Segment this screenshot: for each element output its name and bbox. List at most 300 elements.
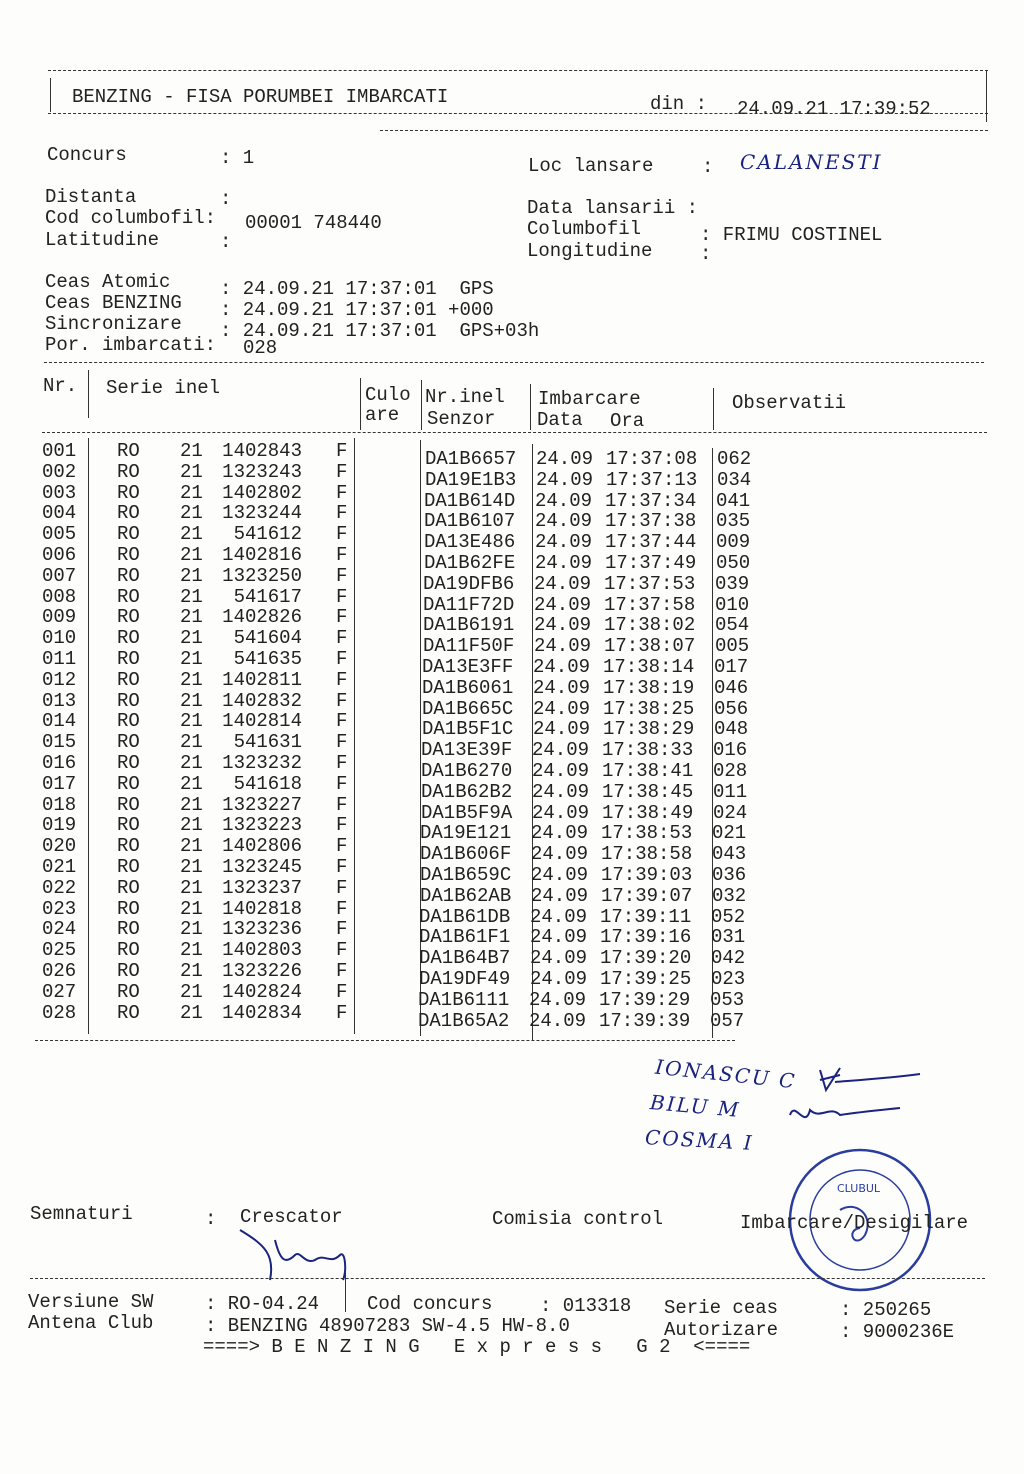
row-nr: 019: [42, 814, 77, 837]
row-ring-number: 541635: [233, 648, 302, 670]
row-sex: F: [336, 668, 348, 691]
row-sensor: DA11F72D: [423, 593, 515, 616]
row-ring-number: 1402834: [222, 1001, 302, 1024]
autorizare-value: : 9000236E: [840, 1321, 955, 1343]
crescator-label: Crescator: [240, 1206, 343, 1228]
divider: [345, 1262, 346, 1312]
row-date: 24.09: [534, 635, 592, 658]
ceas-atomic-value: : 24.09.21 17:37:01 GPS: [220, 278, 494, 300]
row-ring-number: 1323232: [222, 752, 302, 774]
table-row: [0, 460, 1024, 491]
row-sex: F: [336, 523, 348, 546]
table-row: [0, 939, 1024, 970]
latitudine-value: :: [220, 231, 232, 253]
table-row: [0, 668, 1024, 699]
col-ora-header: Ora: [610, 410, 645, 432]
row-ring-number: 541618: [233, 772, 302, 795]
row-ring-number: 1323243: [222, 460, 302, 483]
handwritten-name-3: COSMA I: [644, 1125, 755, 1155]
col-culoare-header: Culo: [365, 384, 411, 406]
row-date: 24.09: [534, 593, 592, 616]
row-observatii: 036: [712, 864, 747, 886]
row-sex: F: [336, 835, 348, 858]
row-sex: F: [336, 897, 348, 920]
row-year: 21: [180, 523, 203, 546]
row-time: 17:39:03: [601, 864, 693, 886]
row-nr: 002: [42, 460, 77, 483]
row-ring-number: 1323250: [222, 564, 302, 587]
row-sex: F: [336, 585, 348, 608]
divider: [380, 130, 988, 131]
col-data-header: Data: [537, 409, 583, 431]
row-country: RO: [117, 585, 140, 608]
row-sensor: DA1B606F: [420, 843, 512, 866]
row-sensor: DA13E486: [424, 531, 516, 554]
row-ring-number: 1323245: [222, 856, 302, 878]
row-nr: 012: [42, 668, 77, 691]
row-nr: 021: [42, 856, 77, 878]
row-sensor: DA13E39F: [421, 739, 513, 762]
row-country: RO: [117, 918, 140, 941]
row-country: RO: [117, 523, 140, 546]
row-ring-number: 1402826: [222, 606, 302, 629]
table-row: [0, 814, 1024, 845]
row-observatii: 032: [712, 884, 747, 907]
ceas-atomic-label: Ceas Atomic: [45, 271, 171, 293]
row-observatii: 017: [714, 656, 749, 678]
row-sensor: DA1B64B7: [419, 947, 511, 970]
row-date: 24.09: [533, 676, 591, 699]
row-nr: 023: [42, 897, 77, 920]
row-country: RO: [117, 440, 140, 462]
row-nr: 022: [42, 876, 77, 899]
row-sex: F: [336, 564, 348, 587]
divider: [48, 70, 988, 71]
row-year: 21: [180, 835, 203, 858]
row-ring-number: 1323227: [222, 793, 302, 816]
row-country: RO: [117, 772, 140, 795]
row-time: 17:37:53: [604, 572, 696, 595]
row-date: 24.09: [533, 697, 591, 720]
row-date: 24.09: [533, 718, 591, 741]
serie-ceas-value: : 250265: [840, 1299, 932, 1321]
antena-club-label: Antena Club: [28, 1312, 154, 1334]
row-year: 21: [180, 564, 203, 587]
row-sensor: DA1B6191: [423, 614, 515, 637]
row-time: 17:39:39: [599, 1009, 691, 1032]
divider: [986, 70, 987, 122]
row-observatii: 062: [717, 448, 752, 470]
loc-lansare-value: CALANESTI: [740, 150, 883, 174]
row-sex: F: [336, 960, 348, 982]
col-imbarcare-header: Imbarcare: [538, 388, 641, 410]
row-observatii: 042: [711, 947, 746, 970]
row-time: 17:38:19: [603, 676, 695, 699]
data-lansarii-label: Data lansarii :: [527, 197, 699, 219]
row-year: 21: [180, 460, 203, 483]
row-nr: 020: [42, 835, 77, 858]
divider: [30, 1278, 985, 1279]
row-observatii: 005: [715, 635, 750, 658]
handwritten-name-2: BILU M: [649, 1090, 742, 1122]
row-sensor: DA1B65A2: [418, 1009, 510, 1032]
row-sex: F: [336, 752, 348, 774]
row-date: 24.09: [529, 1009, 587, 1032]
row-date: 24.09: [532, 760, 590, 782]
row-year: 21: [180, 897, 203, 920]
row-sex: F: [336, 876, 348, 899]
table-row: [0, 876, 1024, 907]
row-nr: 018: [42, 793, 77, 816]
row-year: 21: [180, 856, 203, 878]
latitudine-label: Latitudine: [45, 229, 160, 251]
sincronizare-value: : 24.09.21 17:37:01 GPS+03h: [220, 320, 540, 342]
versiune-sw-label: Versiune SW: [28, 1291, 154, 1313]
row-country: RO: [117, 814, 140, 837]
row-observatii: 039: [715, 572, 750, 595]
row-observatii: 024: [713, 801, 748, 824]
columbofil-label: Columbofil: [527, 218, 642, 240]
row-ring-number: 1323226: [222, 960, 302, 982]
table-row: [0, 960, 1024, 990]
divider: [35, 1040, 735, 1041]
row-time: 17:38:02: [604, 614, 696, 637]
row-time: 17:39:25: [600, 968, 692, 990]
row-nr: 010: [42, 627, 77, 650]
row-sex: F: [336, 772, 348, 795]
row-year: 21: [180, 814, 203, 837]
row-sensor: DA19E1B3: [425, 468, 517, 491]
row-date: 24.09: [534, 614, 592, 637]
divider: [713, 388, 714, 430]
row-time: 17:38:33: [602, 739, 694, 762]
divider: [42, 432, 987, 433]
row-date: 24.09: [535, 489, 593, 512]
cod-concurs-value: : 013318: [540, 1295, 632, 1317]
row-sensor: DA1B665C: [422, 697, 514, 720]
separator: :: [702, 156, 714, 178]
row-date: 24.09: [530, 926, 588, 949]
row-observatii: 057: [710, 1009, 745, 1032]
row-time: 17:38:25: [603, 697, 695, 720]
ceas-benzing-label: Ceas BENZING: [45, 292, 182, 314]
row-sensor: DA1B614D: [424, 489, 516, 512]
row-date: 24.09: [536, 468, 594, 491]
divider: [360, 378, 361, 430]
row-sex: F: [336, 980, 348, 1003]
col-observatii-header: Observatii: [732, 392, 847, 414]
row-sensor: DA1B61F1: [419, 926, 511, 949]
row-sex: F: [336, 502, 348, 525]
row-nr: 014: [42, 710, 77, 733]
table-row: [0, 980, 1024, 1011]
benzing-banner: ====> B E N Z I N G E x p r e s s G 2 <====: [203, 1336, 751, 1358]
date-label: din :: [650, 93, 708, 115]
row-date: 24.09: [533, 656, 591, 678]
row-observatii: 052: [711, 905, 746, 928]
table-row: [0, 689, 1024, 720]
table-row: [0, 481, 1024, 512]
row-observatii: 031: [711, 926, 746, 949]
col-culoare-header-2: are: [365, 404, 400, 426]
row-sensor: DA11F50F: [423, 635, 515, 658]
row-sex: F: [336, 814, 348, 837]
row-time: 17:39:07: [601, 884, 693, 907]
row-nr: 016: [42, 752, 77, 774]
row-observatii: 041: [716, 489, 751, 512]
loc-lansare-label: Loc lansare: [528, 155, 654, 177]
row-ring-number: 1402806: [222, 835, 302, 858]
row-sensor: DA19DFB6: [423, 572, 515, 595]
row-sensor: DA1B5F1C: [422, 718, 514, 741]
row-time: 17:37:44: [605, 531, 697, 554]
row-year: 21: [180, 918, 203, 941]
row-sex: F: [336, 856, 348, 878]
row-ring-number: 1402843: [222, 440, 302, 462]
versiune-sw-value: : RO-04.24: [205, 1293, 320, 1315]
row-sensor: DA1B62FE: [424, 552, 516, 574]
table-row: [0, 918, 1024, 949]
col-nr-header: Nr.: [43, 375, 78, 397]
row-year: 21: [180, 710, 203, 733]
row-observatii: 046: [714, 676, 749, 699]
table-row: [0, 897, 1024, 928]
row-nr: 013: [42, 689, 77, 712]
row-ring-number: 1402824: [222, 980, 302, 1003]
row-country: RO: [117, 627, 140, 650]
row-time: 17:37:08: [606, 448, 698, 470]
row-date: 24.09: [535, 510, 593, 533]
document-title: BENZING - FISA PORUMBEI IMBARCATI: [72, 86, 449, 108]
row-observatii: 048: [714, 718, 749, 741]
row-time: 17:38:29: [603, 718, 695, 741]
row-sensor: DA1B6107: [424, 510, 516, 533]
row-observatii: 034: [717, 468, 752, 491]
table-row: [0, 627, 1024, 658]
row-ring-number: 1402818: [222, 897, 302, 920]
row-year: 21: [180, 440, 203, 462]
table-row: [0, 523, 1024, 554]
row-country: RO: [117, 668, 140, 691]
row-country: RO: [117, 606, 140, 629]
row-ring-number: 1402814: [222, 710, 302, 733]
row-country: RO: [117, 648, 140, 670]
row-date: 24.09: [530, 905, 588, 928]
handwritten-name-1: IONASCU C: [654, 1054, 798, 1094]
divider: [530, 384, 531, 430]
row-ring-number: 541631: [233, 731, 302, 754]
row-observatii: 054: [715, 614, 750, 637]
row-sex: F: [336, 731, 348, 754]
row-time: 17:38:41: [602, 760, 694, 782]
row-year: 21: [180, 627, 203, 650]
longitudine-label: Longitudine: [527, 240, 653, 262]
antena-club-value: : BENZING 48907283 SW-4.5 HW-8.0: [205, 1315, 570, 1337]
row-year: 21: [180, 689, 203, 712]
row-year: 21: [180, 731, 203, 754]
row-observatii: 043: [712, 843, 747, 866]
row-date: 24.09: [531, 884, 589, 907]
row-sex: F: [336, 481, 348, 504]
divider: [44, 362, 984, 363]
row-nr: 009: [42, 606, 77, 629]
col-senzor-header: Senzor: [427, 408, 496, 430]
row-ring-number: 1402832: [222, 689, 302, 712]
row-observatii: 053: [710, 988, 745, 1011]
row-sensor: DA1B6111: [418, 988, 510, 1011]
row-ring-number: 541604: [233, 627, 302, 650]
row-observatii: 011: [713, 780, 748, 803]
row-country: RO: [117, 897, 140, 920]
row-date: 24.09: [535, 552, 593, 574]
row-country: RO: [117, 752, 140, 774]
table-row: [0, 606, 1024, 637]
divider: [50, 78, 51, 112]
row-year: 21: [180, 481, 203, 504]
concurs-label: Concurs: [47, 144, 127, 166]
row-nr: 008: [42, 585, 77, 608]
row-ring-number: 1402803: [222, 939, 302, 962]
row-sensor: DA1B6657: [425, 448, 517, 470]
table-row: [0, 856, 1024, 886]
row-country: RO: [117, 460, 140, 483]
row-year: 21: [180, 585, 203, 608]
row-ring-number: 1402802: [222, 481, 302, 504]
table-row: [0, 793, 1024, 824]
row-nr: 017: [42, 772, 77, 795]
row-country: RO: [117, 544, 140, 566]
row-nr: 026: [42, 960, 77, 982]
row-country: RO: [117, 502, 140, 525]
row-time: 17:37:38: [605, 510, 697, 533]
porumbei-imbarcati-value: 028: [243, 337, 278, 359]
row-country: RO: [117, 980, 140, 1003]
row-nr: 024: [42, 918, 77, 941]
committee-signatures: [780, 1060, 960, 1150]
longitudine-value: :: [700, 243, 712, 265]
row-nr: 006: [42, 544, 77, 566]
row-observatii: 050: [716, 552, 751, 574]
row-sensor: DA1B62AB: [420, 884, 512, 907]
row-time: 17:38:49: [602, 801, 694, 824]
row-year: 21: [180, 980, 203, 1003]
row-country: RO: [117, 856, 140, 878]
row-time: 17:38:07: [604, 635, 696, 658]
row-time: 17:37:58: [604, 593, 696, 616]
row-nr: 011: [42, 648, 77, 670]
row-date: 24.09: [532, 739, 590, 762]
row-sex: F: [336, 710, 348, 733]
row-nr: 003: [42, 481, 77, 504]
row-observatii: 028: [713, 760, 748, 782]
row-year: 21: [180, 1001, 203, 1024]
row-country: RO: [117, 835, 140, 858]
row-country: RO: [117, 731, 140, 754]
row-year: 21: [180, 544, 203, 566]
columbofil-value: : FRIMU COSTINEL: [700, 224, 883, 246]
row-ring-number: 541612: [233, 523, 302, 546]
row-year: 21: [180, 752, 203, 774]
divider: [48, 113, 988, 114]
row-nr: 001: [42, 440, 77, 462]
row-sex: F: [336, 1001, 348, 1024]
row-ring-number: 1323237: [222, 876, 302, 899]
concurs-value: : 1: [220, 147, 255, 169]
row-sex: F: [336, 939, 348, 962]
row-country: RO: [117, 481, 140, 504]
row-nr: 007: [42, 564, 77, 587]
row-ring-number: 1402816: [222, 544, 302, 566]
table-row: [0, 772, 1024, 803]
distanta-value: :: [220, 188, 232, 210]
row-sensor: DA1B61DB: [419, 905, 511, 928]
row-country: RO: [117, 1001, 140, 1024]
row-time: 17:39:16: [600, 926, 692, 949]
row-nr: 025: [42, 939, 77, 962]
row-ring-number: 1402811: [222, 668, 302, 691]
row-nr: 028: [42, 1001, 77, 1024]
cod-concurs-label: Cod concurs: [367, 1293, 493, 1315]
ceas-benzing-value: : 24.09.21 17:37:01 +000: [220, 299, 494, 321]
row-sensor: DA1B5F9A: [421, 801, 513, 824]
row-observatii: 056: [714, 697, 749, 720]
comisia-control-label: Comisia control: [492, 1208, 664, 1230]
serie-ceas-label: Serie ceas: [664, 1297, 779, 1319]
imbarcare-desigilare-label: Imbarcare/Desigilare: [740, 1212, 969, 1234]
row-ring-number: 1323223: [222, 814, 302, 837]
row-sensor: DA1B62B2: [421, 780, 513, 803]
row-date: 24.09: [531, 822, 589, 845]
row-time: 17:38:45: [602, 780, 694, 803]
row-country: RO: [117, 876, 140, 899]
row-sex: F: [336, 793, 348, 816]
row-time: 17:39:11: [600, 905, 692, 928]
sincronizare-label: Sincronizare: [45, 313, 182, 335]
row-sex: F: [336, 627, 348, 650]
table-row: [0, 440, 1024, 470]
row-time: 17:38:14: [603, 656, 695, 678]
porumbei-imbarcati-label: Por. imbarcati:: [45, 334, 217, 356]
row-sensor: DA13E3FF: [422, 656, 514, 678]
row-sex: F: [336, 440, 348, 462]
row-ring-number: 1323236: [222, 918, 302, 941]
row-year: 21: [180, 876, 203, 899]
stamp-text: CLUBUL: [837, 1182, 881, 1195]
row-observatii: 016: [713, 739, 748, 762]
row-sensor: DA1B659C: [420, 864, 512, 886]
table-row: [0, 544, 1024, 574]
row-time: 17:38:58: [601, 843, 693, 866]
row-observatii: 009: [716, 531, 751, 554]
row-country: RO: [117, 710, 140, 733]
table-row: [0, 1001, 1024, 1032]
row-sex: F: [336, 648, 348, 670]
cod-columbofil-value: 00001 748440: [245, 212, 382, 234]
row-sensor: DA19DF49: [419, 968, 511, 990]
row-observatii: 021: [712, 822, 747, 845]
col-serie-header: Serie inel: [106, 377, 221, 399]
row-year: 21: [180, 668, 203, 691]
autorizare-label: Autorizare: [664, 1319, 779, 1341]
print-date: 24.09.21 17:39:52: [737, 98, 931, 120]
row-year: 21: [180, 960, 203, 982]
row-date: 24.09: [535, 531, 593, 554]
table-row: [0, 710, 1024, 741]
row-year: 21: [180, 793, 203, 816]
row-sensor: DA1B6061: [422, 676, 514, 699]
row-year: 21: [180, 939, 203, 962]
row-date: 24.09: [536, 448, 594, 470]
